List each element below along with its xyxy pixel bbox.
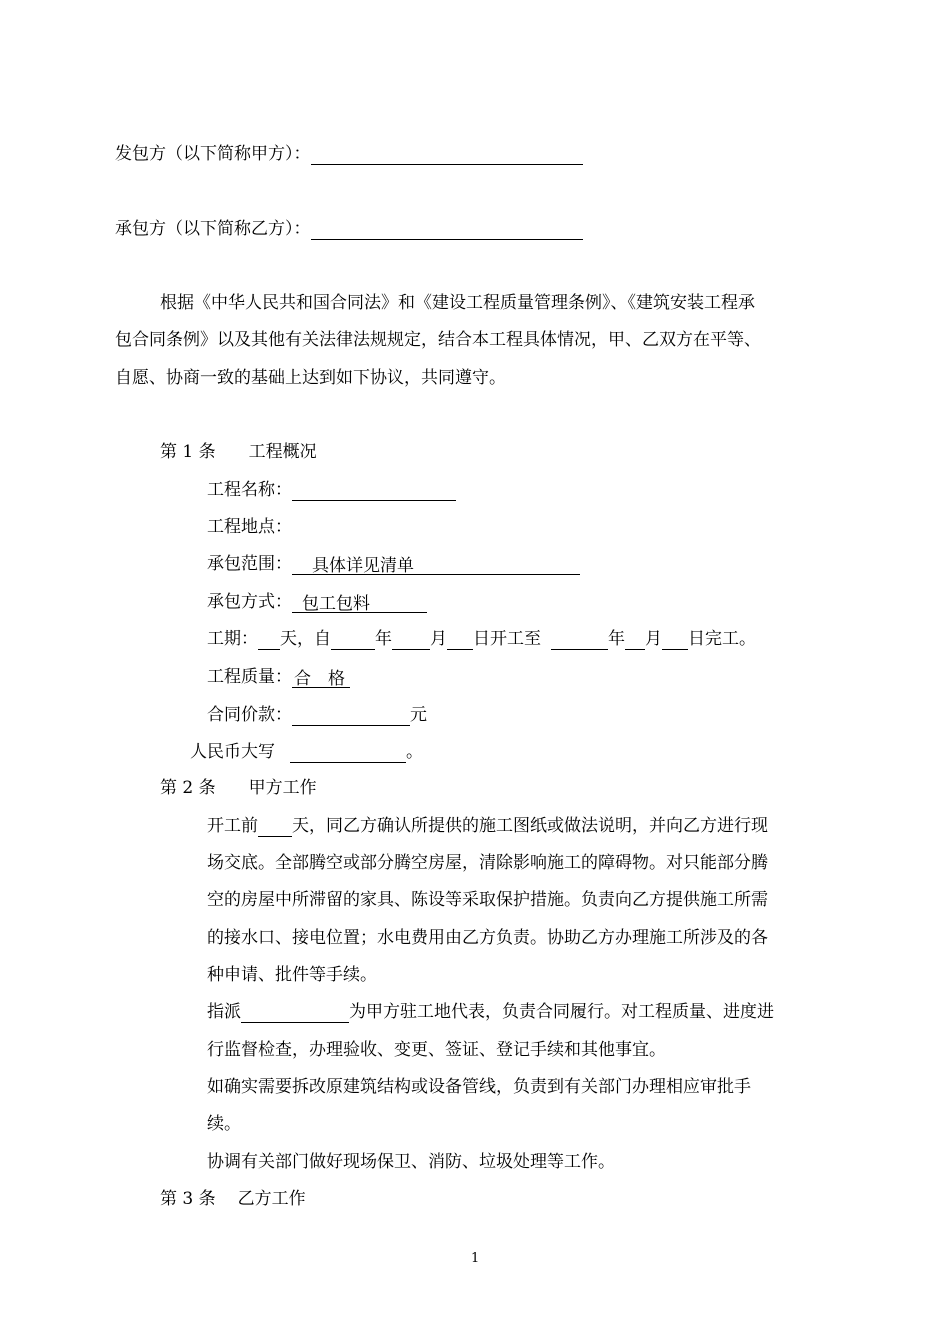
start-month-blank[interactable] [392, 630, 430, 650]
article-1-number: 第 1 条 [160, 442, 216, 462]
site-representative-blank[interactable] [241, 1003, 349, 1023]
art2-p2-line-2: 行监督检查，办理验收、变更、签证、登记手续和其他事宜。 [207, 1040, 666, 1060]
end-month-text: 月 [645, 629, 662, 649]
project-name-blank[interactable] [292, 481, 456, 501]
preamble-line-3: 自愿、协商一致的基础上达到如下协议，共同遵守。 [115, 368, 506, 388]
days-before-start-blank[interactable] [258, 817, 292, 837]
art2-p2-line-1: 指派 为甲方驻工地代表，负责合同履行。对工程质量、进度进 [207, 1002, 774, 1022]
price-unit: 元 [410, 705, 427, 725]
quality-value: 合 格 [292, 668, 350, 688]
art2-p4: 协调有关部门做好现场保卫、消防、垃圾处理等工作。 [207, 1152, 615, 1172]
period-days-text: 天，自 [280, 629, 331, 649]
preamble-line-1: 根据《中华人民共和国合同法》和《建设工程质量管理条例》、《建筑安装工程承 [160, 293, 755, 313]
start-year-blank[interactable] [331, 630, 375, 650]
start-month-text: 月 [430, 629, 447, 649]
start-day-blank[interactable] [447, 630, 473, 650]
rmb-label: 人民币大写 [190, 742, 275, 762]
start-year-text: 年 [375, 629, 392, 649]
article-1-heading [160, 441, 317, 463]
contract-price-label: 合同价款： [207, 705, 292, 725]
article-2-title: 甲方工作 [248, 778, 317, 798]
rmb-uppercase-row [190, 741, 423, 763]
party-a-label: 发包方（以下简称甲方）： [115, 144, 311, 164]
art2-p1-line-5: 种申请、批件等手续。 [207, 965, 377, 985]
article-1-title: 工程概况 [248, 442, 317, 462]
art2-p1-line-3: 空的房屋中所滞留的家具、陈设等采取保护措施。负责向乙方提供施工所需 [207, 890, 768, 910]
contract-price-blank[interactable] [292, 706, 410, 726]
start-day-text: 日开工至 [473, 629, 541, 649]
project-site-label: 工程地点： [207, 517, 292, 537]
article-2-number: 第 2 条 [160, 778, 216, 798]
party-b-line [115, 218, 583, 240]
scope-label: 承包范围： [207, 554, 292, 574]
end-year-text: 年 [608, 629, 625, 649]
rmb-end-punct: 。 [406, 742, 423, 762]
end-month-blank[interactable] [625, 630, 645, 650]
art2-p3-line-2: 续。 [207, 1114, 241, 1134]
art2-p1-line-2: 场交底。全部腾空或部分腾空房屋，清除影响施工的障碍物。对只能部分腾 [207, 853, 768, 873]
contract-price-row [207, 704, 427, 726]
period-label: 工期： [207, 629, 258, 649]
period-days-blank[interactable] [258, 630, 280, 650]
scope-value: 具体详见清单 [292, 555, 580, 575]
party-b-blank[interactable] [311, 220, 583, 240]
end-day-text: 日完工。 [688, 629, 756, 649]
project-name-row [207, 479, 456, 501]
art2-p3-line-1: 如确实需要拆改原建筑结构或设备管线，负责到有关部门办理相应审批手 [207, 1077, 751, 1097]
contract-mode-value: 包工包料 [292, 593, 427, 613]
scope-row [207, 553, 580, 575]
party-a-line [115, 143, 583, 165]
rmb-blank[interactable] [290, 743, 406, 763]
party-a-blank[interactable] [311, 145, 583, 165]
article-2-heading [160, 777, 317, 799]
construction-period-row [207, 628, 756, 650]
project-site-row [207, 516, 292, 538]
article-3-title: 乙方工作 [237, 1189, 306, 1209]
end-year-blank[interactable] [551, 630, 608, 650]
article-3-heading [160, 1188, 306, 1210]
art2-p1-line-1: 开工前 天，同乙方确认所提供的施工图纸或做法说明，并向乙方进行现 [207, 816, 768, 836]
end-day-blank[interactable] [662, 630, 688, 650]
quality-label: 工程质量： [207, 667, 292, 687]
quality-row [207, 666, 350, 688]
article-3-number: 第 3 条 [160, 1189, 216, 1209]
preamble-line-2: 包合同条例》以及其他有关法律法规规定，结合本工程具体情况，甲、乙双方在平等、 [115, 330, 761, 350]
page-number: 1 [471, 1251, 480, 1266]
contract-mode-label: 承包方式： [207, 592, 292, 612]
project-name-label: 工程名称： [207, 480, 292, 500]
art2-p1-line-4: 的接水口、接电位置；水电费用由乙方负责。协助乙方办理施工所涉及的各 [207, 928, 768, 948]
party-b-label: 承包方（以下简称乙方）： [115, 219, 311, 239]
contract-mode-row [207, 591, 427, 613]
